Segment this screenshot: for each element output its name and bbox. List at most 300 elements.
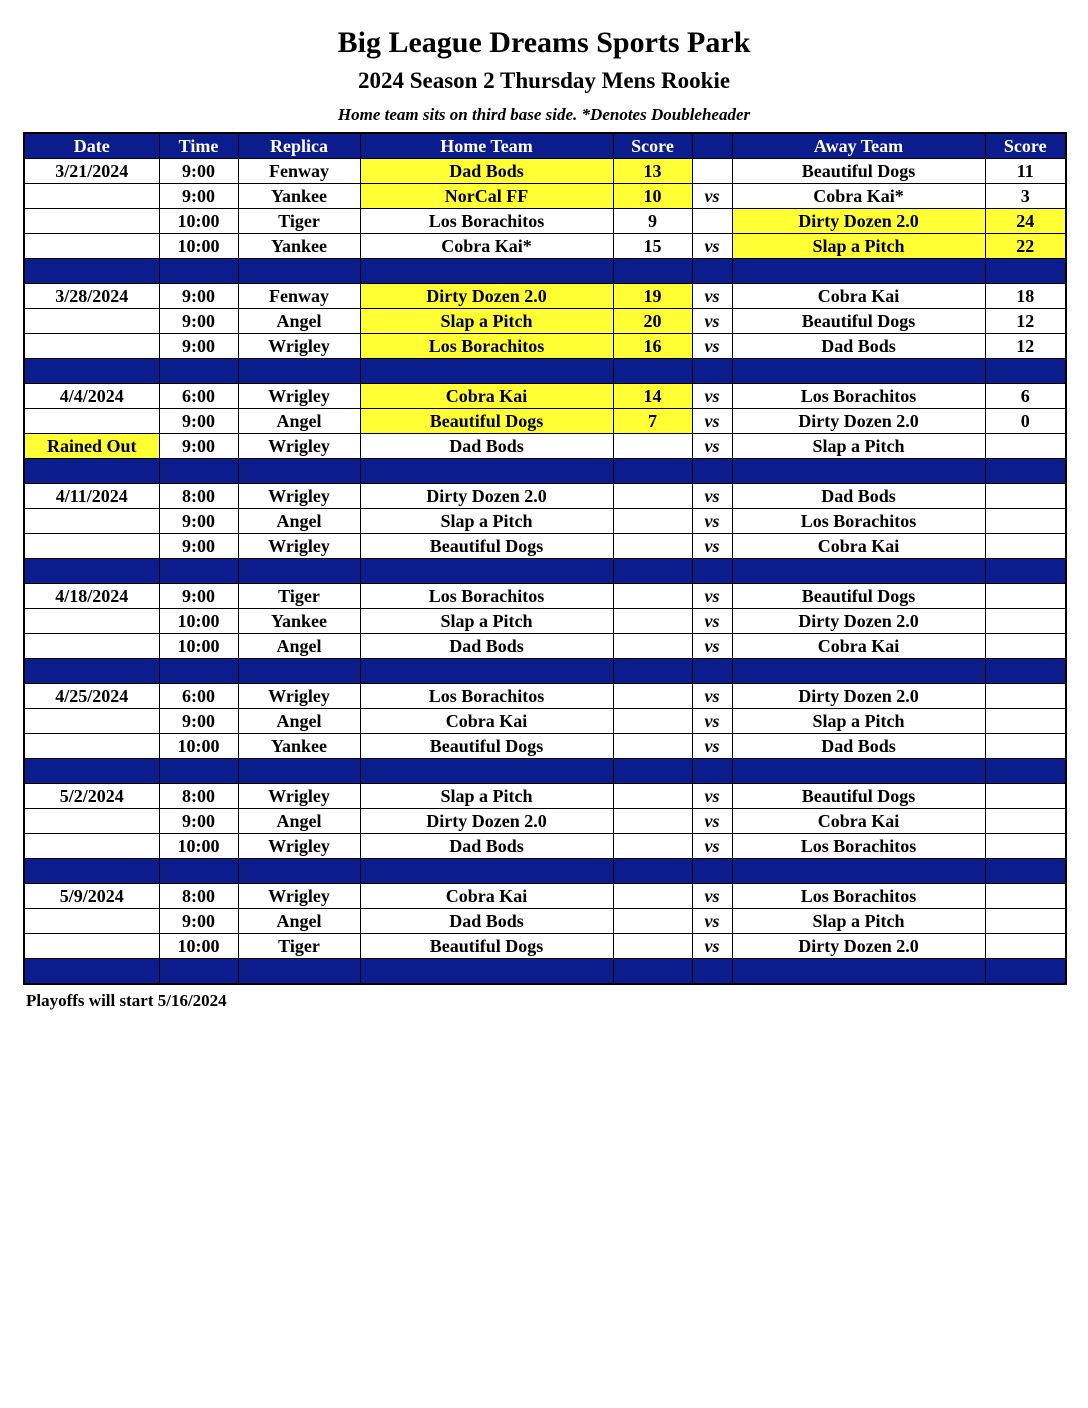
home-score bbox=[613, 634, 692, 659]
game-replica: Wrigley bbox=[238, 534, 360, 559]
home-score bbox=[613, 584, 692, 609]
away-score bbox=[985, 584, 1066, 609]
table-row bbox=[24, 834, 1066, 859]
separator-cell bbox=[985, 459, 1066, 484]
home-team: Dirty Dozen 2.0 bbox=[360, 484, 613, 509]
table-row bbox=[24, 384, 1066, 409]
home-score: 20 bbox=[613, 309, 692, 334]
game-date bbox=[24, 309, 159, 334]
home-score bbox=[613, 434, 692, 459]
home-score: 16 bbox=[613, 334, 692, 359]
game-date bbox=[24, 609, 159, 634]
separator-cell bbox=[613, 659, 692, 684]
week-separator-row bbox=[24, 259, 1066, 284]
game-date bbox=[24, 709, 159, 734]
game-date: 5/9/2024 bbox=[24, 884, 159, 909]
separator-cell bbox=[159, 959, 238, 985]
separator-cell bbox=[360, 559, 613, 584]
vs-label: vs bbox=[692, 309, 732, 334]
table-row bbox=[24, 509, 1066, 534]
away-score bbox=[985, 634, 1066, 659]
game-replica: Angel bbox=[238, 634, 360, 659]
away-score: 11 bbox=[985, 159, 1066, 184]
away-score bbox=[985, 834, 1066, 859]
col-header-home-score: Score bbox=[613, 133, 692, 159]
separator-cell bbox=[692, 459, 732, 484]
week-separator-row bbox=[24, 859, 1066, 884]
game-replica: Angel bbox=[238, 709, 360, 734]
vs-label: vs bbox=[692, 384, 732, 409]
game-replica: Wrigley bbox=[238, 384, 360, 409]
away-team: Dad Bods bbox=[732, 334, 985, 359]
separator-cell bbox=[24, 659, 159, 684]
separator-cell bbox=[613, 959, 692, 985]
away-score bbox=[985, 484, 1066, 509]
separator-cell bbox=[238, 659, 360, 684]
game-date bbox=[24, 334, 159, 359]
home-score: 14 bbox=[613, 384, 692, 409]
week-separator-row bbox=[24, 559, 1066, 584]
game-replica: Yankee bbox=[238, 734, 360, 759]
game-time: 9:00 bbox=[159, 409, 238, 434]
game-time: 6:00 bbox=[159, 384, 238, 409]
home-team: Cobra Kai bbox=[360, 384, 613, 409]
separator-cell bbox=[692, 359, 732, 384]
separator-cell bbox=[692, 659, 732, 684]
week-separator-row bbox=[24, 959, 1066, 985]
home-score bbox=[613, 709, 692, 734]
separator-cell bbox=[360, 659, 613, 684]
game-date bbox=[24, 834, 159, 859]
week-separator-row bbox=[24, 359, 1066, 384]
table-row bbox=[24, 684, 1066, 709]
separator-cell bbox=[238, 559, 360, 584]
game-time: 10:00 bbox=[159, 234, 238, 259]
header-row bbox=[24, 133, 1066, 159]
game-time: 9:00 bbox=[159, 809, 238, 834]
separator-cell bbox=[360, 259, 613, 284]
game-time: 8:00 bbox=[159, 484, 238, 509]
table-row bbox=[24, 184, 1066, 209]
vs-label: vs bbox=[692, 809, 732, 834]
home-score bbox=[613, 884, 692, 909]
vs-label: vs bbox=[692, 734, 732, 759]
table-row bbox=[24, 584, 1066, 609]
col-header-vs bbox=[692, 133, 732, 159]
game-replica: Angel bbox=[238, 809, 360, 834]
away-team: Dad Bods bbox=[732, 484, 985, 509]
separator-cell bbox=[360, 759, 613, 784]
home-score bbox=[613, 909, 692, 934]
home-team: Los Borachitos bbox=[360, 334, 613, 359]
separator-cell bbox=[985, 759, 1066, 784]
game-time: 6:00 bbox=[159, 684, 238, 709]
home-score bbox=[613, 484, 692, 509]
game-time: 9:00 bbox=[159, 509, 238, 534]
separator-cell bbox=[985, 859, 1066, 884]
home-team: Los Borachitos bbox=[360, 684, 613, 709]
separator-cell bbox=[692, 859, 732, 884]
game-time: 9:00 bbox=[159, 434, 238, 459]
game-time: 8:00 bbox=[159, 784, 238, 809]
away-team: Slap a Pitch bbox=[732, 234, 985, 259]
home-team: NorCal FF bbox=[360, 184, 613, 209]
separator-cell bbox=[613, 459, 692, 484]
away-score bbox=[985, 609, 1066, 634]
home-team: Slap a Pitch bbox=[360, 609, 613, 634]
game-replica: Yankee bbox=[238, 184, 360, 209]
game-date bbox=[24, 209, 159, 234]
separator-cell bbox=[159, 459, 238, 484]
table-row bbox=[24, 309, 1066, 334]
week-separator-row bbox=[24, 459, 1066, 484]
home-score bbox=[613, 784, 692, 809]
away-team: Beautiful Dogs bbox=[732, 584, 985, 609]
vs-label: vs bbox=[692, 634, 732, 659]
away-team: Dirty Dozen 2.0 bbox=[732, 609, 985, 634]
game-replica: Fenway bbox=[238, 159, 360, 184]
game-replica: Wrigley bbox=[238, 484, 360, 509]
separator-cell bbox=[985, 659, 1066, 684]
vs-label bbox=[692, 159, 732, 184]
table-row bbox=[24, 709, 1066, 734]
game-replica: Wrigley bbox=[238, 784, 360, 809]
separator-cell bbox=[613, 859, 692, 884]
separator-cell bbox=[985, 559, 1066, 584]
away-team: Los Borachitos bbox=[732, 884, 985, 909]
separator-cell bbox=[732, 259, 985, 284]
home-score bbox=[613, 934, 692, 959]
vs-label: vs bbox=[692, 934, 732, 959]
away-team: Dirty Dozen 2.0 bbox=[732, 934, 985, 959]
table-row bbox=[24, 634, 1066, 659]
away-team: Los Borachitos bbox=[732, 834, 985, 859]
schedule-table bbox=[23, 132, 1067, 985]
home-team: Dad Bods bbox=[360, 634, 613, 659]
home-score bbox=[613, 809, 692, 834]
vs-label: vs bbox=[692, 334, 732, 359]
game-date bbox=[24, 534, 159, 559]
game-replica: Wrigley bbox=[238, 884, 360, 909]
separator-cell bbox=[24, 459, 159, 484]
vs-label bbox=[692, 209, 732, 234]
separator-cell bbox=[238, 459, 360, 484]
page-title: Big League Dreams Sports Park bbox=[337, 26, 751, 59]
page-subtitle: 2024 Season 2 Thursday Mens Rookie bbox=[357, 68, 731, 93]
col-header-date: Date bbox=[24, 133, 159, 159]
home-team: Cobra Kai* bbox=[360, 234, 613, 259]
table-row bbox=[24, 609, 1066, 634]
away-score bbox=[985, 734, 1066, 759]
game-date bbox=[24, 909, 159, 934]
game-date bbox=[24, 634, 159, 659]
game-time: 9:00 bbox=[159, 709, 238, 734]
home-score: 7 bbox=[613, 409, 692, 434]
vs-label: vs bbox=[692, 584, 732, 609]
game-date: 3/28/2024 bbox=[24, 284, 159, 309]
col-header-away-score: Score bbox=[985, 133, 1066, 159]
table-row bbox=[24, 734, 1066, 759]
game-date: Rained Out bbox=[24, 434, 159, 459]
col-header-away-team: Away Team bbox=[732, 133, 985, 159]
game-replica: Wrigley bbox=[238, 434, 360, 459]
away-score bbox=[985, 784, 1066, 809]
separator-cell bbox=[613, 259, 692, 284]
separator-cell bbox=[159, 259, 238, 284]
game-date bbox=[24, 934, 159, 959]
table-row bbox=[24, 284, 1066, 309]
home-team: Los Borachitos bbox=[360, 209, 613, 234]
home-team: Beautiful Dogs bbox=[360, 534, 613, 559]
game-replica: Yankee bbox=[238, 234, 360, 259]
separator-cell bbox=[159, 359, 238, 384]
home-score bbox=[613, 684, 692, 709]
home-team: Dad Bods bbox=[360, 909, 613, 934]
home-team: Slap a Pitch bbox=[360, 509, 613, 534]
away-team: Cobra Kai bbox=[732, 634, 985, 659]
away-team: Dirty Dozen 2.0 bbox=[732, 209, 985, 234]
game-date bbox=[24, 509, 159, 534]
game-replica: Angel bbox=[238, 409, 360, 434]
home-score: 15 bbox=[613, 234, 692, 259]
away-score: 18 bbox=[985, 284, 1066, 309]
home-team: Dad Bods bbox=[360, 159, 613, 184]
away-team: Los Borachitos bbox=[732, 509, 985, 534]
home-score bbox=[613, 609, 692, 634]
table-row bbox=[24, 934, 1066, 959]
away-score: 12 bbox=[985, 334, 1066, 359]
away-team: Beautiful Dogs bbox=[732, 159, 985, 184]
game-time: 10:00 bbox=[159, 834, 238, 859]
home-team: Beautiful Dogs bbox=[360, 409, 613, 434]
page-note: Home team sits on third base side. *Denotes Doubleheader bbox=[337, 105, 751, 124]
table-row bbox=[24, 234, 1066, 259]
away-score bbox=[985, 534, 1066, 559]
separator-cell bbox=[692, 559, 732, 584]
away-team: Dad Bods bbox=[732, 734, 985, 759]
vs-label: vs bbox=[692, 909, 732, 934]
away-score: 22 bbox=[985, 234, 1066, 259]
table-row bbox=[24, 159, 1066, 184]
home-team: Slap a Pitch bbox=[360, 309, 613, 334]
away-score: 24 bbox=[985, 209, 1066, 234]
week-separator-row bbox=[24, 659, 1066, 684]
home-score: 10 bbox=[613, 184, 692, 209]
away-team: Beautiful Dogs bbox=[732, 784, 985, 809]
game-time: 10:00 bbox=[159, 209, 238, 234]
separator-cell bbox=[238, 859, 360, 884]
table-row bbox=[24, 409, 1066, 434]
separator-cell bbox=[692, 759, 732, 784]
vs-label: vs bbox=[692, 184, 732, 209]
separator-cell bbox=[360, 359, 613, 384]
away-team: Beautiful Dogs bbox=[732, 309, 985, 334]
away-score: 0 bbox=[985, 409, 1066, 434]
vs-label: vs bbox=[692, 284, 732, 309]
vs-label: vs bbox=[692, 509, 732, 534]
table-row bbox=[24, 434, 1066, 459]
away-team: Cobra Kai bbox=[732, 809, 985, 834]
separator-cell bbox=[732, 359, 985, 384]
separator-cell bbox=[732, 959, 985, 985]
separator-cell bbox=[732, 559, 985, 584]
game-time: 10:00 bbox=[159, 634, 238, 659]
game-date bbox=[24, 809, 159, 834]
away-team: Cobra Kai bbox=[732, 534, 985, 559]
vs-label: vs bbox=[692, 884, 732, 909]
away-team: Slap a Pitch bbox=[732, 709, 985, 734]
separator-cell bbox=[24, 759, 159, 784]
home-team: Dirty Dozen 2.0 bbox=[360, 809, 613, 834]
separator-cell bbox=[159, 859, 238, 884]
away-score: 3 bbox=[985, 184, 1066, 209]
game-time: 9:00 bbox=[159, 159, 238, 184]
table-row bbox=[24, 534, 1066, 559]
game-time: 10:00 bbox=[159, 734, 238, 759]
vs-label: vs bbox=[692, 709, 732, 734]
separator-cell bbox=[159, 559, 238, 584]
home-team: Cobra Kai bbox=[360, 709, 613, 734]
separator-cell bbox=[159, 659, 238, 684]
table-row bbox=[24, 784, 1066, 809]
game-time: 9:00 bbox=[159, 534, 238, 559]
home-team: Beautiful Dogs bbox=[360, 934, 613, 959]
home-team: Beautiful Dogs bbox=[360, 734, 613, 759]
home-score bbox=[613, 734, 692, 759]
vs-label: vs bbox=[692, 834, 732, 859]
week-separator-row bbox=[24, 759, 1066, 784]
separator-cell bbox=[159, 759, 238, 784]
game-time: 10:00 bbox=[159, 934, 238, 959]
separator-cell bbox=[24, 859, 159, 884]
home-score: 9 bbox=[613, 209, 692, 234]
home-team: Dirty Dozen 2.0 bbox=[360, 284, 613, 309]
home-team: Dad Bods bbox=[360, 834, 613, 859]
game-date: 3/21/2024 bbox=[24, 159, 159, 184]
game-date: 5/2/2024 bbox=[24, 784, 159, 809]
game-time: 9:00 bbox=[159, 309, 238, 334]
vs-label: vs bbox=[692, 684, 732, 709]
game-date bbox=[24, 734, 159, 759]
separator-cell bbox=[613, 359, 692, 384]
away-team: Slap a Pitch bbox=[732, 434, 985, 459]
separator-cell bbox=[613, 559, 692, 584]
home-score bbox=[613, 509, 692, 534]
home-team: Los Borachitos bbox=[360, 584, 613, 609]
separator-cell bbox=[238, 959, 360, 985]
vs-label: vs bbox=[692, 609, 732, 634]
separator-cell bbox=[238, 359, 360, 384]
game-replica: Yankee bbox=[238, 609, 360, 634]
separator-cell bbox=[24, 559, 159, 584]
separator-cell bbox=[238, 259, 360, 284]
col-header-time: Time bbox=[159, 133, 238, 159]
game-replica: Wrigley bbox=[238, 834, 360, 859]
home-score bbox=[613, 534, 692, 559]
game-replica: Angel bbox=[238, 309, 360, 334]
separator-cell bbox=[360, 859, 613, 884]
game-date bbox=[24, 409, 159, 434]
away-score bbox=[985, 509, 1066, 534]
separator-cell bbox=[613, 759, 692, 784]
game-replica: Angel bbox=[238, 909, 360, 934]
away-team: Cobra Kai* bbox=[732, 184, 985, 209]
playoffs-note: Playoffs will start 5/16/2024 bbox=[26, 991, 227, 1010]
separator-cell bbox=[732, 759, 985, 784]
separator-cell bbox=[360, 959, 613, 985]
vs-label: vs bbox=[692, 434, 732, 459]
separator-cell bbox=[985, 359, 1066, 384]
home-team: Cobra Kai bbox=[360, 884, 613, 909]
table-row bbox=[24, 209, 1066, 234]
separator-cell bbox=[732, 859, 985, 884]
away-score bbox=[985, 934, 1066, 959]
separator-cell bbox=[985, 259, 1066, 284]
away-score bbox=[985, 709, 1066, 734]
away-team: Cobra Kai bbox=[732, 284, 985, 309]
game-date bbox=[24, 234, 159, 259]
away-score: 6 bbox=[985, 384, 1066, 409]
away-team: Los Borachitos bbox=[732, 384, 985, 409]
separator-cell bbox=[732, 459, 985, 484]
home-score: 13 bbox=[613, 159, 692, 184]
away-score: 12 bbox=[985, 309, 1066, 334]
separator-cell bbox=[692, 959, 732, 985]
table-row bbox=[24, 884, 1066, 909]
vs-label: vs bbox=[692, 484, 732, 509]
away-team: Dirty Dozen 2.0 bbox=[732, 409, 985, 434]
game-date: 4/25/2024 bbox=[24, 684, 159, 709]
vs-label: vs bbox=[692, 784, 732, 809]
home-team: Dad Bods bbox=[360, 434, 613, 459]
away-team: Dirty Dozen 2.0 bbox=[732, 684, 985, 709]
separator-cell bbox=[24, 959, 159, 985]
game-time: 9:00 bbox=[159, 909, 238, 934]
game-replica: Angel bbox=[238, 509, 360, 534]
game-replica: Tiger bbox=[238, 584, 360, 609]
vs-label: vs bbox=[692, 534, 732, 559]
home-score: 19 bbox=[613, 284, 692, 309]
vs-label: vs bbox=[692, 409, 732, 434]
game-time: 10:00 bbox=[159, 609, 238, 634]
away-team: Slap a Pitch bbox=[732, 909, 985, 934]
table-row bbox=[24, 484, 1066, 509]
home-team: Slap a Pitch bbox=[360, 784, 613, 809]
schedule-body bbox=[24, 159, 1066, 985]
game-replica: Tiger bbox=[238, 934, 360, 959]
away-score bbox=[985, 909, 1066, 934]
table-row bbox=[24, 334, 1066, 359]
separator-cell bbox=[732, 659, 985, 684]
game-replica: Wrigley bbox=[238, 334, 360, 359]
game-replica: Fenway bbox=[238, 284, 360, 309]
game-time: 9:00 bbox=[159, 584, 238, 609]
separator-cell bbox=[692, 259, 732, 284]
game-time: 9:00 bbox=[159, 334, 238, 359]
game-date: 4/11/2024 bbox=[24, 484, 159, 509]
table-row bbox=[24, 909, 1066, 934]
game-time: 8:00 bbox=[159, 884, 238, 909]
away-score bbox=[985, 684, 1066, 709]
table-row bbox=[24, 809, 1066, 834]
vs-label: vs bbox=[692, 234, 732, 259]
separator-cell bbox=[24, 259, 159, 284]
game-replica: Tiger bbox=[238, 209, 360, 234]
col-header-replica: Replica bbox=[238, 133, 360, 159]
separator-cell bbox=[360, 459, 613, 484]
game-date: 4/4/2024 bbox=[24, 384, 159, 409]
separator-cell bbox=[985, 959, 1066, 985]
